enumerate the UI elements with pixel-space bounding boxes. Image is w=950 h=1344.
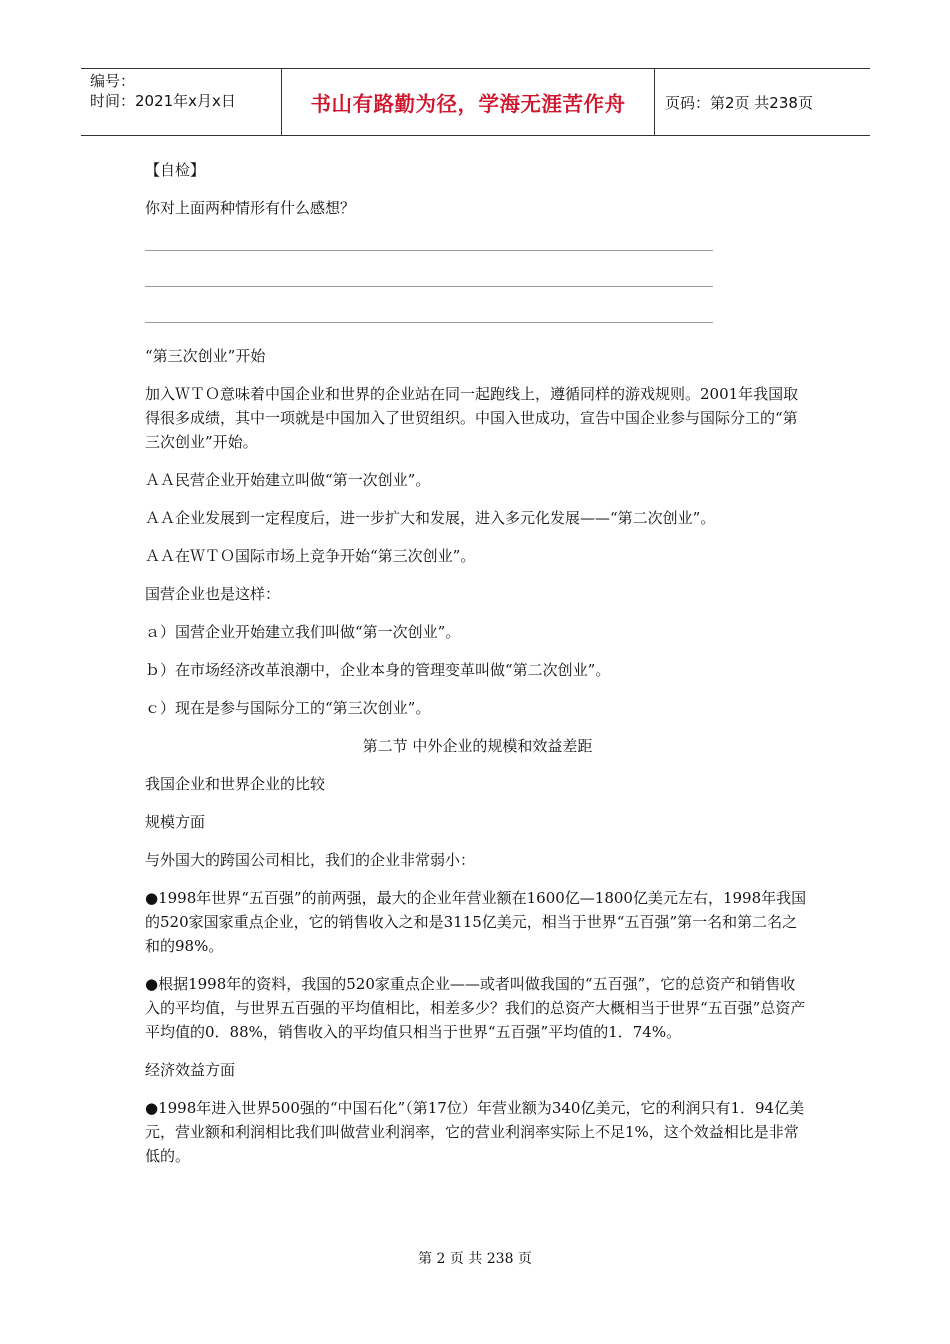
question-text: 你对上面两种情形有什么感想？: [145, 199, 356, 217]
list-item: ａ）国营企业开始建立我们叫做“第一次创业”。: [145, 623, 461, 641]
paragraph: 与外国大的跨国公司相比，我们的企业非常弱小：: [145, 851, 476, 869]
section-title: “第三次创业”开始: [145, 347, 266, 365]
subsection-title: 我国企业和世界企业的比较: [145, 775, 326, 793]
subsection-title: 规模方面: [145, 813, 206, 831]
header-left-cell: [81, 69, 282, 135]
dot-paragraph: ●根据1998年的资料，我国的520家重点企业——或者叫做我国的“五百强”，它的总资产和销售收入的平均值，与世界五百强的平均值相比，相差多少？我们的总资产大概相当于世界“五百强”总资产平均值的0．88%，销售收入的平均值只相当于世界“五百强”平均值的1．74%。: [145, 975, 806, 1041]
header-motto: 书山有路勤为径，学海无涯苦作舟: [282, 69, 655, 135]
bullet-item: ＡＡ在ＷＴＯ国际市场上竞争开始“第三次创业”。: [145, 547, 476, 565]
document-body: [145, 158, 810, 1182]
answer-line: [145, 322, 713, 324]
list-item: ｃ）现在是参与国际分工的“第三次创业”。: [145, 699, 431, 717]
chapter-heading: 第二节 中外企业的规模和效益差距: [362, 737, 593, 755]
header-page-info: 页码：第2页 共238页: [665, 93, 813, 112]
header-table: [81, 68, 870, 136]
dot-paragraph: ●1998年世界“五百强”的前两强，最大的企业年营业额在1600亿—1800亿美元左右，1998年我国的520家国家重点企业，它的销售收入之和是3115亿美元，相当于世界“五百强”第一名和第二名之和的98%。: [145, 889, 807, 955]
paragraph: 国营企业也是这样：: [145, 585, 281, 603]
answer-line: [145, 286, 713, 288]
paragraph: 加入ＷＴＯ意味着中国企业和世界的企业站在同一起跑线上，遵循同样的游戏规则。2001年我国取得很多成绩，其中一项就是中国加入了世贸组织。中国入世成功，宣告中国企业参与国际分工的“第三次创业”开始。: [145, 385, 799, 451]
page-footer: 第 2 页 共 238 页: [418, 1251, 532, 1267]
subsection-title: 经济效益方面: [145, 1061, 236, 1079]
bullet-item: ＡＡ民营企业开始建立叫做“第一次创业”。: [145, 471, 431, 489]
dot-paragraph: ●1998年进入世界500强的“中国石化”（第17位）年营业额为340亿美元，它的利润只有1．94亿美元，营业额和利润相比我们叫做营业利润率，它的营业利润率实际上不足1%，这个效益相比是非常低的。: [145, 1099, 805, 1165]
answer-line: [145, 250, 713, 252]
number-label: 编号：: [90, 72, 136, 90]
bullet-item: ＡＡ企业发展到一定程度后，进一步扩大和发展，进入多元化发展——“第二次创业”。: [145, 509, 716, 527]
list-item: ｂ）在市场经济改革浪潮中，企业本身的管理变革叫做“第二次创业”。: [145, 661, 611, 679]
time-label: 时间：2021年x月x日: [90, 92, 236, 110]
self-check-heading: 【自检】: [145, 161, 206, 179]
